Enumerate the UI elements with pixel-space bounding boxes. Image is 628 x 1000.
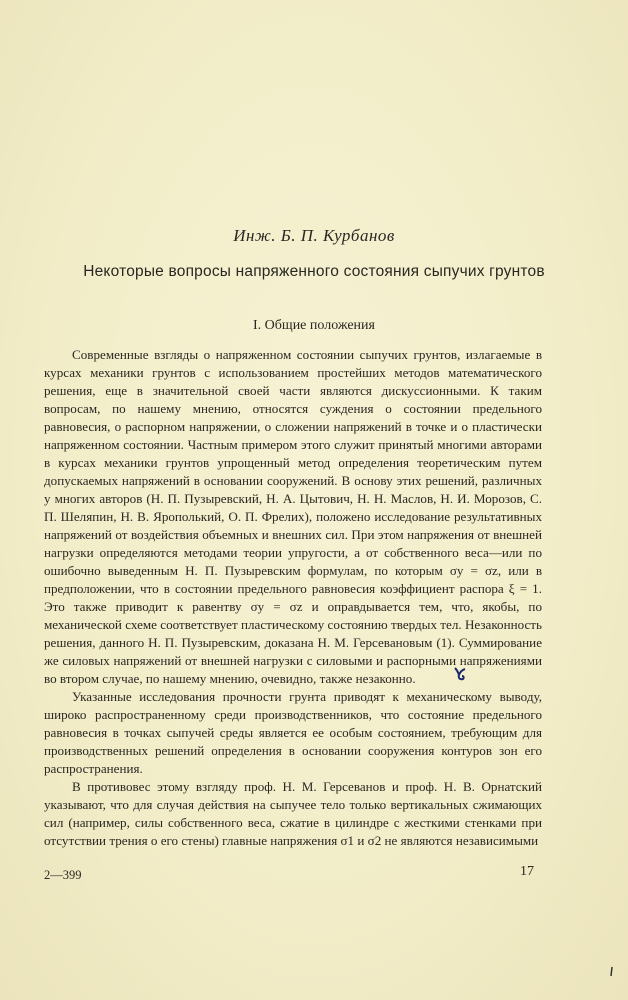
article-title: Некоторые вопросы напряженного состояния сыпучих грунтов xyxy=(83,263,545,280)
article-body xyxy=(44,346,542,850)
stray-pen-mark xyxy=(608,966,616,978)
page-number: 17 xyxy=(520,864,534,879)
section-heading: I. Общие положения xyxy=(253,318,375,333)
paragraph-2: Указанные исследования прочности грунта приводят к механическому выводу, широко распространенному среди производственников, что состояние предельного равновесия в точках сыпучей среды является ее особым состоянием, требующим для производственных решений определения в основании сооружения контуров зон его распространения. xyxy=(44,689,542,776)
printer-signature: 2—399 xyxy=(44,868,82,882)
paragraph-3: В противовес этому взгляду проф. Н. М. Герсеванов и проф. Н. В. Орнатский указывают, что для случая действия на сыпучее тело только вертикальных сжимающих сил (например, силы собственного веса, сжатие в цилиндре с жесткими стенками при отсутствии трения о его стены) главные напряжения σ1 и σ2 не являются независимыми xyxy=(44,779,542,848)
paragraph-1: Современные взгляды о напряженном состоянии сыпучих грунтов, излагаемые в курсах механики грунтов с использованием простейших методов математического решения, еще в значительной своей части являются дискуссионными. К таким вопросам, по нашему мнению, относятся суждения о состоянии предельного равновесия, о распорном напряжении, о сложении напряжений в точке и о пластически напряженном состоянии. Частным примером этого служит принятый многими авторами в курсах механики грунтов упрощенный метод определения теоретическим путем допускаемых напряжений в основании сооружений. В основу этих решений, различных у многих авторов (Н. П. Пузыревский, Н. А. Цытович, Н. Н. Маслов, Н. И. Морозов, С. П. Шеляпин, Н. В. Ярополький, О. П. Фрелих), положено исследование результативных напряжений от воздействия объемных и внешних сил. При этом напряжения от внешней нагрузки определяются методами теории упругости, а от собственного веса—или по ошибочно выведенным Н. П. Пузыревским формулам, по которым σy = σz, или в предположении, что в состоянии предельного равновесия коэффициент распора ξ = 1. Это также приводит к равентву σy = σz и оправдывается тем, что, якобы, по механической схеме соответствует пластическому состоянию твердых тел. Незаконность решения, данного Н. П. Пузыревским, доказана Н. М. Герсевановым (1). Суммирование же силовых напряжений от внешней нагрузки с силовыми и распорными напряжениями во втором случае, по нашему мнению, очевидно, также незаконно. xyxy=(44,347,542,686)
author-line: Инж. Б. П. Курбанов xyxy=(233,226,395,245)
ink-blot-mark xyxy=(452,666,468,682)
